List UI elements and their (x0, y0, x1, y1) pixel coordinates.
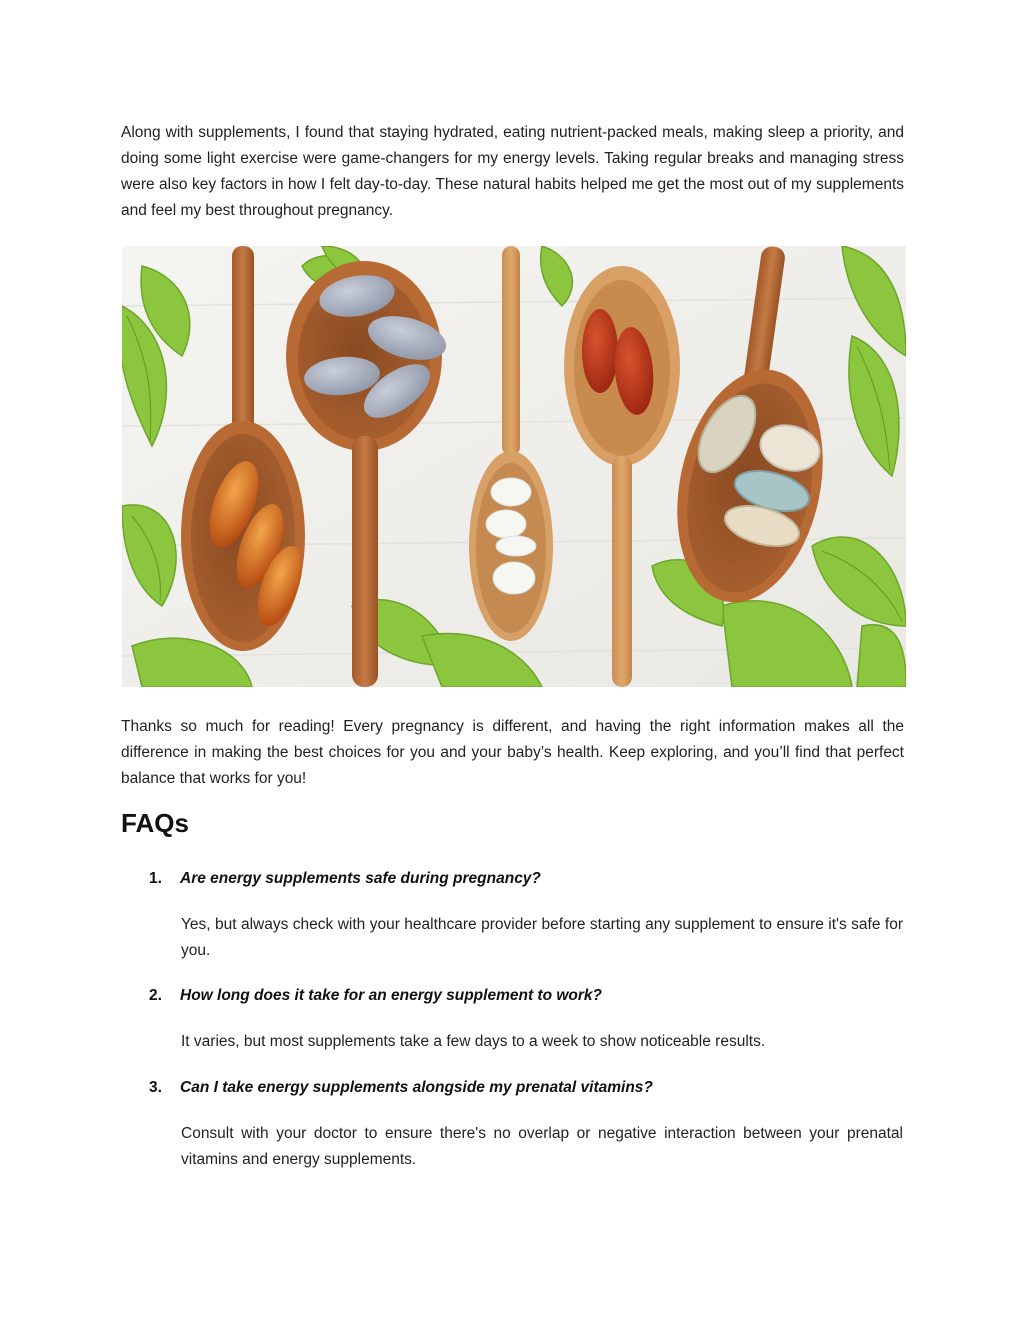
closing-paragraph: Thanks so much for reading! Every pregnancy is different, and having the right information makes all the difference in making the best choices for you and your baby’s health. Keep exploring, and you’ll find that perfect balance that works for you! (121, 718, 904, 787)
faq-question-text: Are energy supplements safe during pregnancy? (180, 870, 541, 887)
faq-answer: It varies, but most supplements take a few days to a week to show noticeable results. (181, 1033, 766, 1050)
faq-question (149, 866, 909, 892)
faq-question (149, 1075, 909, 1101)
faq-number: 3. (149, 1079, 162, 1096)
faq-answer: Consult with your doctor to ensure there's no overlap or negative interaction between your prenatal vitamins and energy supplements. (181, 1125, 903, 1168)
faq-question (149, 983, 909, 1009)
intro-paragraph: Along with supplements, I found that staying hydrated, eating nutrient-packed meals, making sleep a priority, and doing some light exercise were game-changers for my energy levels. Taking regular breaks and managing stress were also key factors in how I felt day-to-day. These natural habits helped me get the most out of my supplements and feel my best throughout pregnancy. (121, 124, 904, 219)
faq-question-text: How long does it take for an energy supplement to work? (180, 987, 602, 1004)
faq-number: 2. (149, 987, 162, 1004)
faq-number: 1. (149, 870, 162, 887)
faq-question-text: Can I take energy supplements alongside my prenatal vitamins? (180, 1079, 653, 1096)
supplements-spoons-photo (122, 246, 906, 687)
faq-answer: Yes, but always check with your healthcare provider before starting any supplement to ensure it's safe for you. (181, 916, 903, 959)
faq-heading: FAQs (121, 808, 189, 838)
